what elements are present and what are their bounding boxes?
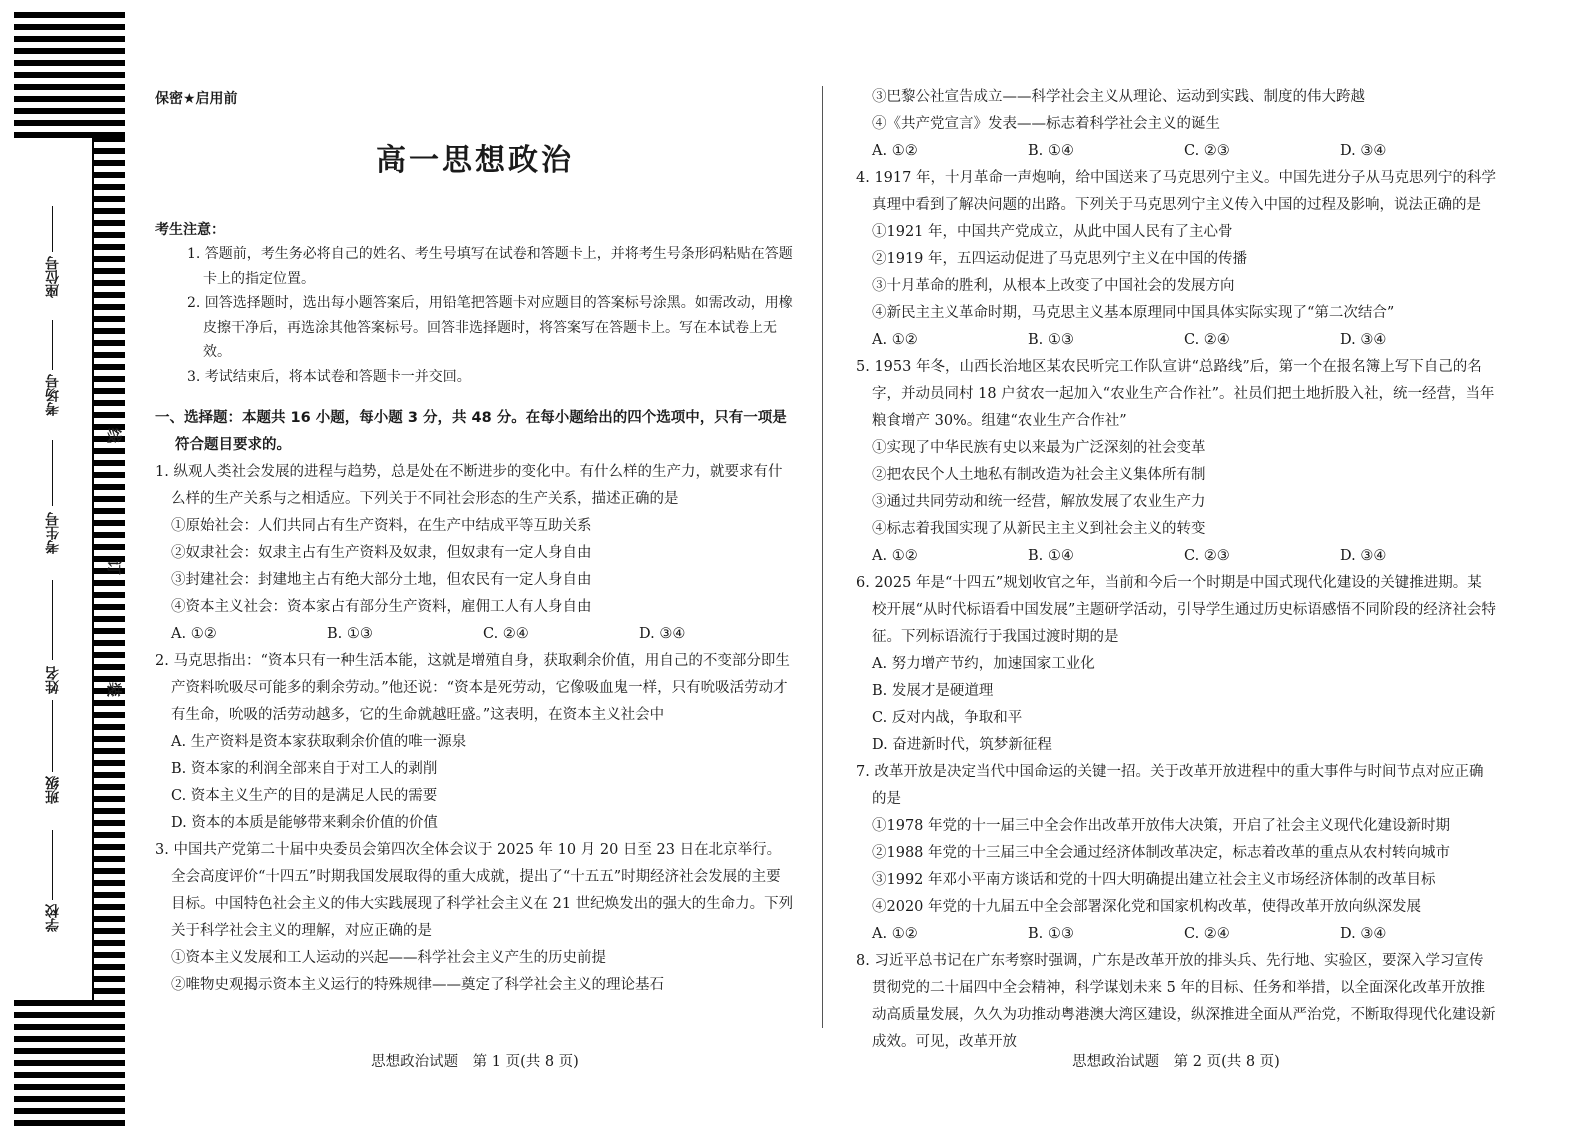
binding-stripe [14,1000,125,1006]
q7-choice-b: B. ①③ [1028,926,1074,942]
binding-stripe [14,72,125,78]
binding-stripe [92,604,125,610]
binding-stripe [92,928,125,934]
binding-mark-bind: 装 [107,680,122,698]
binding-stripe [92,736,125,742]
binding-stripe [92,784,125,790]
binding-stripe [92,220,125,226]
binding-stripe [92,856,125,862]
q4-statement: ③十月革命的胜利，从根本上改变了中国社会的发展方向 [872,278,1235,294]
binding-stripe [92,868,125,874]
question-7-stem: 7. 改革开放是决定当代中国命运的关键一招。关于改革开放进程中的重大事件与时间节点对应正确的是 [856,764,1484,807]
q2-option-a: A. 生产资料是资本家获取剩余价值的唯一源泉 [171,734,467,750]
q5-choices [856,543,1496,570]
q7-choices [856,921,1496,948]
q1-choice-d: D. ③④ [639,626,686,642]
question-3-stem: 3. 中国共产党第二十届中央委员会第四次全体会议于 2025 年 10 月 20 日至 23 日在北京举行。全会高度评价“十四五”时期我国发展取得的重大成就，提出了“十五五”时期经济社会发展的主要目标。中国特色社会主义的伟大实践展现了科学社会主义在 21 世纪焕发出的强大的生命力。下列关于科学社会主义的理解，对应正确的是 [155,842,794,939]
binding-stripe [92,292,125,298]
binding-stripe [14,1036,125,1042]
q4-choice-d: D. ③④ [1340,332,1387,348]
binding-stripe [14,1120,125,1126]
binding-stripe [14,12,125,18]
binding-stripe [14,1108,125,1114]
question-8-stem: 8. 习近平总书记在广东考察时强调，广东是改革开放的排头兵、先行地、实验区，要深入学习宣传贯彻党的二十届四中全会精神，科学谋划未来 5 年的目标、任务和举措，以全面深化改革开放推动高质量发展，久久为功推动粤港澳大湾区建设，纵深推进全面从严治党，不断取得现代化建设新成效。可见，改革开放 [856,953,1496,1050]
binding-stripe [14,1048,125,1054]
binding-stripe [92,892,125,898]
binding-stripe [92,244,125,250]
binding-stripe [92,400,125,406]
binding-stripe [14,120,125,126]
binding-stripe [92,412,125,418]
binding-stripe [14,1096,125,1102]
q4-choice-c: C. ②④ [1184,332,1230,348]
binding-stripe [92,532,125,538]
q1-choices [155,621,795,648]
q2-option-b: B. 资本家的利润全部来自于对工人的剥削 [171,761,438,777]
school-blank-line [52,830,53,900]
notice-item-2: 2. 回答选择题时，选出每小题答案后，用铅笔把答题卡对应题目的答案标号涂黑。如需改动，用橡皮擦干净后，再选涂其他答案标号。回答非选择题时，将答案写在答题卡上。写在本试卷上无效。 [187,295,793,360]
q1-choice-c: C. ②④ [483,626,529,642]
confidential-mark: 保密★启用前 [155,91,238,107]
q7-statement: ②1988 年党的十三届三中全会通过经济体制改革决定，标志着改革的重点从农村转向城市 [872,845,1451,861]
page-2-column [856,84,1496,1056]
binding-stripe [92,808,125,814]
q5-choice-b: B. ①④ [1028,548,1074,564]
class-blank-line [52,700,53,772]
question-6-stem: 6. 2025 年是“十四五”规划收官之年，当前和今后一个时期是中国式现代化建设的关键推进期。某校开展“从时代标语看中国发展”主题研学活动，引导学生通过历史标语感悟不同阶段的经济社会特征。下列标语流行于我国过渡时期的是 [856,575,1496,645]
binding-stripe [92,196,125,202]
binding-stripe [92,520,125,526]
binding-stripe [92,976,125,982]
binding-rule [92,136,94,1000]
q4-statement: ④新民主主义革命时期，马克思主义基本原理同中国具体实际实现了“第二次结合” [872,305,1395,321]
q7-statement: ①1978 年党的十一届三中全会作出改革开放伟大决策，开启了社会主义现代化建设新时期 [872,818,1451,834]
q1-choice-b: B. ①③ [327,626,373,642]
binding-stripe [92,376,125,382]
q1-statement: ①原始社会：人们共同占有生产资料，在生产中结成平等互助关系 [171,518,592,534]
section-heading: 一、选择题：本题共 16 小题，每小题 3 分，共 48 分。在每小题给出的四个选项中，只有一项是符合题目要求的。 [155,410,787,453]
binding-stripe [92,316,125,322]
page-1-footer: 思想政治试题 第 1 页(共 8 页) [371,1054,579,1070]
binding-stripe [92,184,125,190]
q5-statement: ②把农民个人土地私有制改造为社会主义集体所有制 [872,467,1206,483]
binding-stripe [14,1072,125,1078]
q6-option-d: D. 奋进新时代，筑梦新征程 [872,737,1052,753]
binding-stripe [92,460,125,466]
seat-number-label: 座位号 [45,256,61,298]
binding-stripe [92,832,125,838]
q3-statement: ④《共产党宣言》发表——标志着科学社会主义的诞生 [872,116,1220,132]
binding-stripe [92,148,125,154]
q1-statement: ④资本主义社会：资本家占有部分生产资料，雇佣工人有人身自由 [171,599,592,615]
binding-stripe [92,388,125,394]
binding-stripe [14,1024,125,1030]
binding-stripe [14,108,125,114]
q7-statement: ③1992 年邓小平南方谈话和党的十四大明确提出建立社会主义市场经济体制的改革目标 [872,872,1436,888]
binding-stripe [92,748,125,754]
notice-heading: 考生注意： [155,222,225,238]
q7-choice-d: D. ③④ [1340,926,1387,942]
binding-stripe [92,484,125,490]
binding-stripe [92,616,125,622]
binding-stripe [92,880,125,886]
binding-stripe [92,328,125,334]
q4-statement: ②1919 年，五四运动促进了马克思列宁主义在中国的传播 [872,251,1248,267]
binding-stripe [14,1012,125,1018]
binding-stripe [92,772,125,778]
q7-choice-c: C. ②④ [1184,926,1230,942]
q5-choice-a: A. ①② [872,548,918,564]
exam-title: 高一思想政治 [376,143,574,178]
q4-choice-b: B. ①③ [1028,332,1074,348]
binding-stripe [14,60,125,66]
binding-stripe [92,988,125,994]
binding-stripe [92,844,125,850]
binding-stripe [92,820,125,826]
q6-option-c: C. 反对内战，争取和平 [872,710,1023,726]
binding-mark-line: 线 [107,426,122,444]
q1-statement: ②奴隶社会：奴隶主占有生产资料及奴隶，但奴隶有一定人身自由 [171,545,592,561]
binding-stripe [92,256,125,262]
q7-statement: ④2020 年党的十九届五中全会部署深化党和国家机构改革，使得改革开放向纵深发展 [872,899,1422,915]
question-2-stem: 2. 马克思指出：“资本只有一种生活本能，这就是增殖自身，获取剩余价值，用自己的不变部分即生产资料吮吸尽可能多的剩余劳动。”他还说：“资本是死劳动，它像吸血鬼一样，只有吮吸活劳动才有生命，吮吸的活劳动越多，它的生命就越旺盛。”这表明，在资本主义社会中 [155,653,790,723]
notice-item-1: 1. 答题前，考生务必将自己的姓名、考生号填写在试卷和答题卡上，并将考生号条形码粘贴在答题卡上的指定位置。 [187,246,793,287]
q4-choice-a: A. ①② [872,332,918,348]
binding-mark-staple: 订 [107,558,122,576]
binding-stripe [92,340,125,346]
q1-statement: ③封建社会：封建地主占有绝大部分土地，但农民有一定人身自由 [171,572,592,588]
binding-stripe [92,640,125,646]
q5-statement: ①实现了中华民族有史以来最为广泛深刻的社会变革 [872,440,1206,456]
q7-choice-a: A. ①② [872,926,918,942]
binding-stripe [92,280,125,286]
q3-statement: ②唯物史观揭示资本主义运行的特殊规律——奠定了科学社会主义的理论基石 [171,977,664,993]
binding-stripe [92,952,125,958]
binding-stripe [92,136,125,142]
seat-blank-line [52,206,53,252]
exam-id-label: 考生号 [45,512,61,554]
binding-stripe [14,24,125,30]
q3-choice-b: B. ①④ [1028,143,1074,159]
q2-option-d: D. 资本的本质是能够带来剩余价值的价值 [171,815,438,831]
q3-statement: ③巴黎公社宣告成立——科学社会主义从理论、运动到实践、制度的伟大跨越 [872,89,1365,105]
question-4-stem: 4. 1917 年，十月革命一声炮响，给中国送来了马克思列宁主义。中国先进分子从马克思列宁的科学真理中看到了解决问题的出路。下列关于马克思列宁主义传入中国的过程及影响，说法正确的是 [856,170,1496,213]
binding-stripe [92,208,125,214]
page-1-column [155,84,795,999]
q5-statement: ④标志着我国实现了从新民主主义到社会主义的转变 [872,521,1206,537]
binding-stripe [92,172,125,178]
binding-stripe [92,724,125,730]
binding-stripe [14,96,125,102]
binding-stripe [92,940,125,946]
binding-stripe [92,496,125,502]
binding-sidebar [0,0,130,1138]
binding-stripe [92,160,125,166]
binding-stripe [92,664,125,670]
class-label: 班级 [45,776,61,804]
school-label: 学校 [45,904,61,932]
q6-options [856,651,1496,759]
binding-stripe [92,592,125,598]
binding-stripe [92,544,125,550]
binding-stripe [92,232,125,238]
binding-stripe [14,1060,125,1066]
q1-choice-a: A. ①② [171,626,217,642]
q6-option-b: B. 发展才是硬道理 [872,683,994,699]
q5-choice-d: D. ③④ [1340,548,1387,564]
binding-stripe [92,700,125,706]
notice-item-3: 3. 考试结束后，将本试卷和答题卡一并交回。 [187,368,471,385]
binding-stripe [92,712,125,718]
q5-statement: ③通过共同劳动和统一经营，解放发展了农业生产力 [872,494,1206,510]
q4-choices [856,327,1496,354]
q3-statement: ①资本主义发展和工人运动的兴起——科学社会主义产生的历史前提 [171,950,606,966]
column-divider [822,86,823,1028]
q3-choices [856,138,1496,165]
binding-stripe [92,352,125,358]
binding-stripe [92,268,125,274]
exam-room-label: 考场号 [45,374,61,416]
q4-statement: ①1921 年，中国共产党成立，从此中国人民有了主心骨 [872,224,1233,240]
q3-choice-c: C. ②③ [1184,143,1230,159]
q2-option-c: C. 资本主义生产的目的是满足人民的需要 [171,788,438,804]
binding-stripe [92,448,125,454]
q5-choice-c: C. ②③ [1184,548,1230,564]
binding-stripe [92,364,125,370]
name-label: 姓名 [45,666,61,694]
binding-stripe [92,760,125,766]
binding-stripe [92,628,125,634]
binding-stripe [92,472,125,478]
binding-stripe [14,1084,125,1090]
binding-stripe [92,304,125,310]
exam-room-blank-line [52,320,53,370]
binding-stripe [92,796,125,802]
binding-stripe [92,916,125,922]
question-5-stem: 5. 1953 年冬，山西长治地区某农民听完工作队宣讲“总路线”后，第一个在报名簿上写下自己的名字，并动员同村 18 户贫农一起加入“农业生产合作社”。社员们把土地折股入社，统一经营，当年粮食增产 30%。组建“农业生产合作社” [856,359,1495,429]
q3-choice-a: A. ①② [872,143,918,159]
binding-stripe [92,964,125,970]
binding-stripe [92,652,125,658]
q6-option-a: A. 努力增产节约，加速国家工业化 [872,656,1095,672]
question-1-stem: 1. 纵观人类社会发展的进程与趋势，总是处在不断进步的变化中。有什么样的生产力，就要求有什么样的生产关系与之相适应。下列关于不同社会形态的生产关系，描述正确的是 [155,464,783,507]
page-2-footer: 思想政治试题 第 2 页(共 8 页) [1072,1054,1280,1070]
name-blank-line [52,580,53,660]
exam-id-blank-line [52,440,53,506]
binding-stripe [92,508,125,514]
q3-choice-d: D. ③④ [1340,143,1387,159]
binding-stripe [14,36,125,42]
binding-stripe [14,84,125,90]
binding-stripe [92,904,125,910]
binding-stripe [14,48,125,54]
binding-stripe [92,580,125,586]
